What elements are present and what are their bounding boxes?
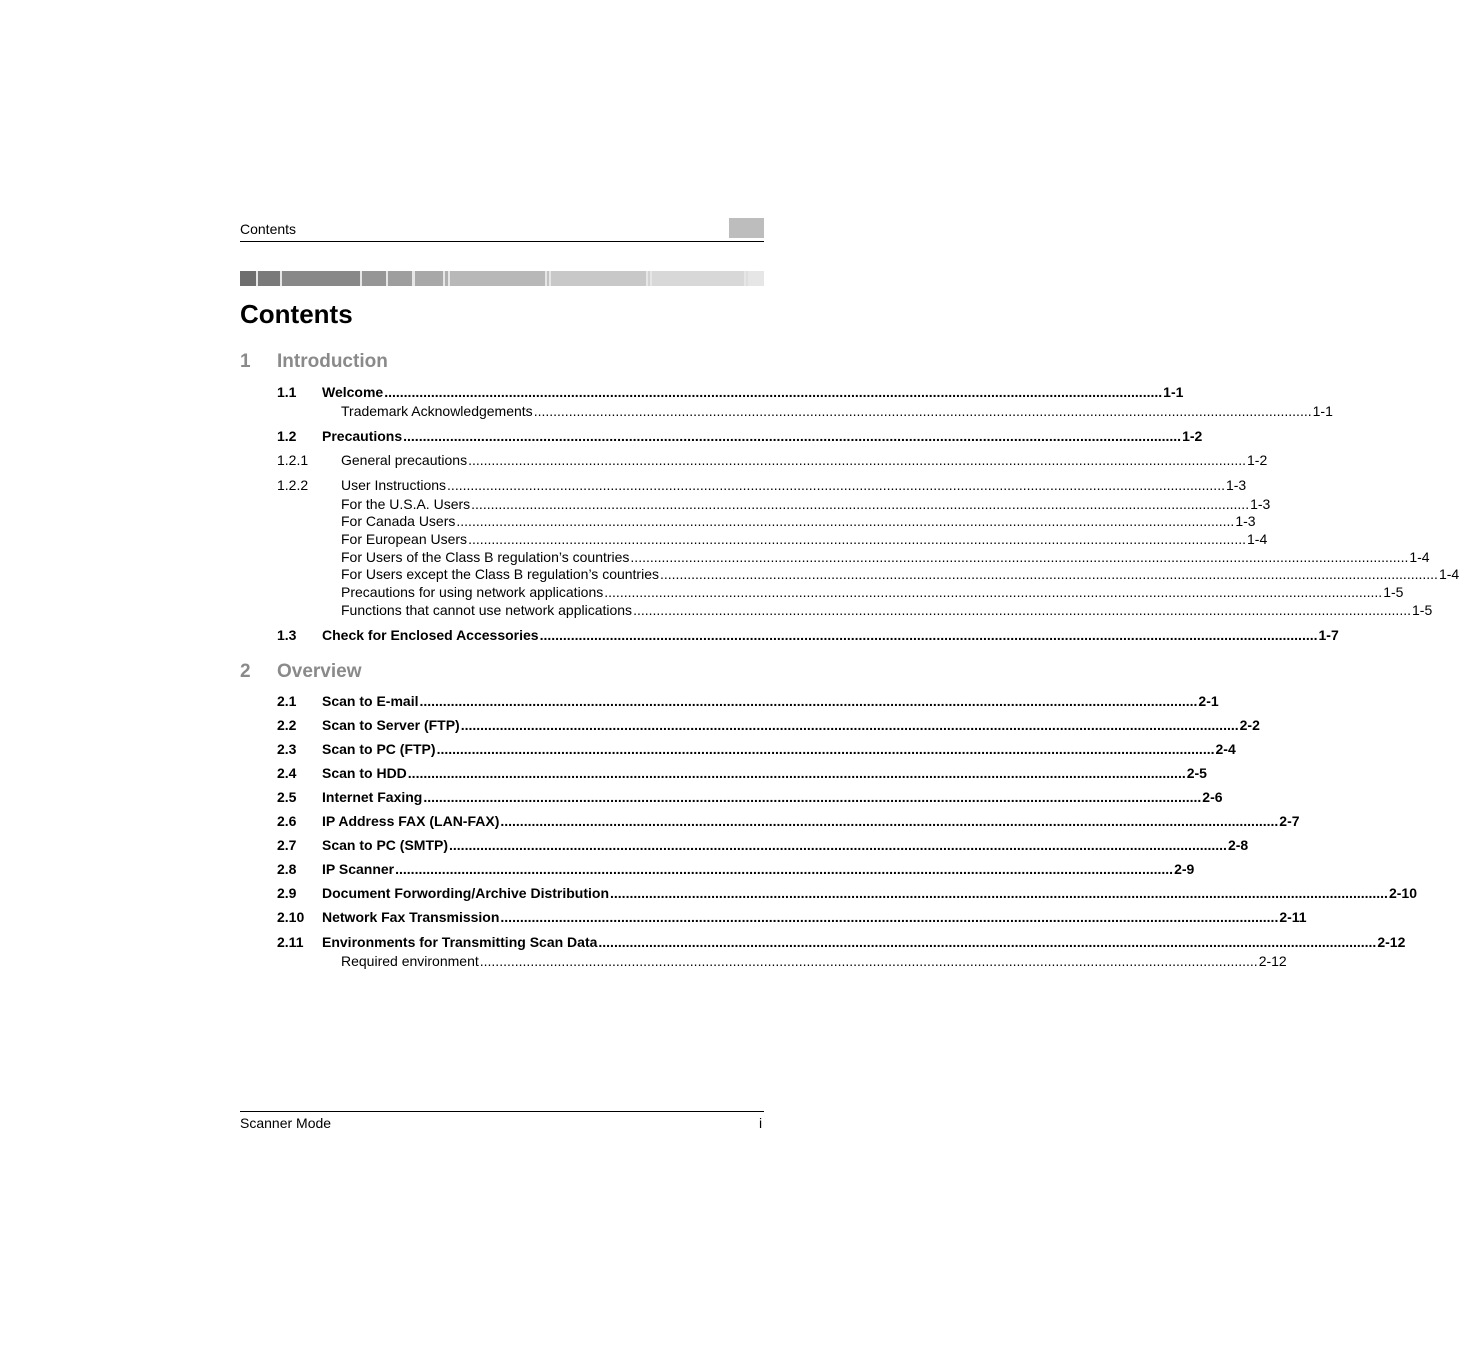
toc-entry-page: 2-6 xyxy=(1202,789,1223,805)
toc-entry[interactable] xyxy=(0,512,1256,530)
toc-entry[interactable] xyxy=(0,495,1271,513)
toc-entry-page: 2-12 xyxy=(1258,953,1287,969)
toc-entry-page: 2-10 xyxy=(1388,885,1417,901)
toc-entry[interactable] xyxy=(0,740,1236,758)
toc-entry[interactable] xyxy=(0,565,1459,583)
toc-entry[interactable] xyxy=(0,812,1300,830)
toc-leader-dots: ........................................................................................................................................................................................................ xyxy=(468,531,1246,547)
toc-entry-label: General precautions xyxy=(341,452,468,468)
toc-entry-page: 1-2 xyxy=(1182,428,1203,444)
toc-entry-number: 1.2.2 xyxy=(277,477,309,493)
toc-entry-number: 2.6 xyxy=(277,813,297,829)
toc-entry-label: For Users of the Class B regulation’s countries xyxy=(341,549,630,565)
toc-leader-dots: ........................................................................................................................................................................................................ xyxy=(468,452,1247,468)
toc-entry-page: 1-4 xyxy=(1409,549,1430,565)
toc-leader-dots: ........................................................................................................................................................................................................ xyxy=(660,566,1438,582)
toc-leader-dots: ........................................................................................................................................................................................................ xyxy=(456,513,1235,529)
toc-entry[interactable] xyxy=(0,383,1184,401)
toc-entry-label: Functions that cannot use network applications xyxy=(341,602,633,618)
toc-entry-label: For European Users xyxy=(341,531,468,547)
toc-entry-number: 1.3 xyxy=(277,627,297,643)
toc-entry-page: 2-7 xyxy=(1279,813,1300,829)
toc-entry-label: Required environment xyxy=(341,953,479,969)
toc-entry[interactable] xyxy=(0,402,1333,420)
header-tab-block xyxy=(729,218,764,238)
toc-entry-label: Scan to PC (SMTP) xyxy=(322,837,449,853)
toc-leader-dots: ........................................................................................................................................................................................................ xyxy=(403,428,1182,444)
toc-entry-page: 2-9 xyxy=(1174,861,1195,877)
toc-entry[interactable] xyxy=(0,836,1249,854)
header-rule xyxy=(240,241,764,242)
chapter-number: 2 xyxy=(240,661,251,682)
footer-title: Scanner Mode xyxy=(240,1115,332,1131)
toc-entry-page: 1-3 xyxy=(1250,496,1271,512)
toc-entry-page: 1-2 xyxy=(1247,452,1268,468)
toc-leader-dots: ........................................................................................................................................................................................................ xyxy=(384,384,1163,400)
toc-entry[interactable] xyxy=(0,451,1268,469)
toc-entry[interactable] xyxy=(0,548,1430,566)
toc-leader-dots: ........................................................................................................................................................................................................ xyxy=(460,717,1239,733)
toc-leader-dots: ........................................................................................................................................................................................................ xyxy=(436,741,1215,757)
toc-entry-number: 2.8 xyxy=(277,861,297,877)
toc-leader-dots: ........................................................................................................................................................................................................ xyxy=(407,765,1186,781)
toc-leader-dots: ........................................................................................................................................................................................................ xyxy=(610,885,1388,901)
toc-entry-label: Scan to E-mail xyxy=(322,693,419,709)
toc-entry-page: 1-3 xyxy=(1225,477,1247,493)
toc-entry-page: 2-1 xyxy=(1198,693,1219,709)
toc-entry[interactable] xyxy=(0,427,1203,445)
toc-leader-dots: ........................................................................................................................................................................................................ xyxy=(395,861,1174,877)
running-head: Contents xyxy=(240,221,297,237)
toc-entry-number: 1.1 xyxy=(277,384,297,400)
toc-entry[interactable] xyxy=(0,860,1195,878)
toc-entry-label: Scan to HDD xyxy=(322,765,407,781)
toc-entry-label: For Users except the Class B regulation’s countries xyxy=(341,566,659,582)
toc-leader-dots: ........................................................................................................................................................................................................ xyxy=(419,693,1198,709)
toc-entry-page: 2-11 xyxy=(1279,909,1307,925)
toc-entry[interactable] xyxy=(0,583,1404,601)
toc-leader-dots: ........................................................................................................................................................................................................ xyxy=(500,909,1279,925)
chapter-title: Introduction xyxy=(277,351,388,372)
toc-entry-label: Precautions xyxy=(322,428,403,444)
toc-entry-number: 2.7 xyxy=(277,837,297,853)
toc-entry-label: For Canada Users xyxy=(341,513,456,529)
toc-entry-label: Environments for Transmitting Scan Data xyxy=(322,934,598,950)
toc-entry-label: Scan to PC (FTP) xyxy=(322,741,436,757)
page-title: Contents xyxy=(240,299,353,329)
toc-entry-label: IP Scanner xyxy=(322,861,395,877)
chapter-number: 1 xyxy=(240,351,251,372)
toc-entry-number: 2.4 xyxy=(277,765,297,781)
toc-entry-page: 1-5 xyxy=(1412,602,1433,618)
toc-entry[interactable] xyxy=(0,716,1260,734)
chapter-title: Overview xyxy=(277,661,362,682)
toc-entry-number: 2.11 xyxy=(277,934,304,950)
toc-entry-number: 2.1 xyxy=(277,693,297,709)
toc-entry-page: 2-2 xyxy=(1239,717,1260,733)
toc-entry-page: 1-3 xyxy=(1235,513,1256,529)
toc-leader-dots: ........................................................................................................................................................................................................ xyxy=(447,477,1225,493)
toc-entry-page: 1-4 xyxy=(1438,566,1459,582)
toc-entry-number: 1.2 xyxy=(277,428,297,444)
toc-entry-number: 1.2.1 xyxy=(277,452,309,468)
toc-entry-label: Internet Faxing xyxy=(322,789,423,805)
toc-entry[interactable] xyxy=(0,952,1287,970)
toc-entry-label: Welcome xyxy=(322,384,384,400)
toc-entry-label: Precautions for using network applications xyxy=(341,584,604,600)
toc-leader-dots: ........................................................................................................................................................................................................ xyxy=(630,549,1409,565)
toc-entry-label: Check for Enclosed Accessories xyxy=(322,627,539,643)
toc-entry-page: 1-7 xyxy=(1318,627,1339,643)
toc-entry-number: 2.5 xyxy=(277,789,297,805)
decorative-header-bar xyxy=(240,271,764,286)
toc-entry[interactable] xyxy=(0,601,1433,619)
toc-entry[interactable] xyxy=(0,884,1417,902)
toc-leader-dots: ........................................................................................................................................................................................................ xyxy=(423,789,1202,805)
toc-entry-number: 2.2 xyxy=(277,717,297,733)
toc-entry[interactable] xyxy=(0,626,1339,644)
toc-entry[interactable] xyxy=(0,692,1219,710)
toc-entry-page: 1-5 xyxy=(1383,584,1404,600)
toc-entry-page: 1-4 xyxy=(1247,531,1268,547)
toc-leader-dots: ........................................................................................................................................................................................................ xyxy=(539,627,1318,643)
page-number: i xyxy=(759,1115,763,1131)
toc-entry-label: Document Forwording/Archive Distribution xyxy=(322,885,610,901)
toc-entry-label: Trademark Acknowledgements xyxy=(341,403,533,419)
footer-rule xyxy=(240,1111,764,1112)
toc-leader-dots: ........................................................................................................................................................................................................ xyxy=(449,837,1227,853)
toc-entry-label: For the U.S.A. Users xyxy=(341,496,471,512)
toc-entry[interactable] xyxy=(0,788,1223,806)
toc-entry-page: 2-5 xyxy=(1186,765,1207,781)
toc-entry-label: Scan to Server (FTP) xyxy=(322,717,460,733)
toc-entry-number: 2.9 xyxy=(277,885,297,901)
toc-leader-dots: ........................................................................................................................................................................................................ xyxy=(604,584,1383,600)
toc-entry-page: 1-1 xyxy=(1163,384,1184,400)
toc-entry-number: 2.3 xyxy=(277,741,297,757)
toc-entry-label: Network Fax Transmission xyxy=(322,909,500,925)
toc-entry[interactable] xyxy=(0,933,1406,951)
toc-leader-dots: ........................................................................................................................................................................................................ xyxy=(633,602,1411,618)
toc-leader-dots: ........................................................................................................................................................................................................ xyxy=(598,934,1377,950)
toc-leader-dots: ........................................................................................................................................................................................................ xyxy=(471,496,1250,512)
toc-leader-dots: ........................................................................................................................................................................................................ xyxy=(479,953,1258,969)
toc-entry[interactable] xyxy=(0,476,1247,494)
toc-leader-dots: ........................................................................................................................................................................................................ xyxy=(500,813,1279,829)
toc-entry-page: 2-4 xyxy=(1215,741,1236,757)
toc-entry-number: 2.10 xyxy=(277,909,305,925)
toc-entry-label: IP Address FAX (LAN-FAX) xyxy=(322,813,500,829)
toc-entry[interactable] xyxy=(0,530,1268,548)
toc-entry-label: User Instructions xyxy=(341,477,447,493)
toc-entry-page: 2-12 xyxy=(1377,934,1406,950)
toc-leader-dots: ........................................................................................................................................................................................................ xyxy=(533,403,1312,419)
toc-entry-page: 1-1 xyxy=(1312,403,1333,419)
toc-entry-page: 2-8 xyxy=(1227,837,1249,853)
toc-entry[interactable] xyxy=(0,764,1207,782)
toc-entry[interactable] xyxy=(0,908,1307,926)
